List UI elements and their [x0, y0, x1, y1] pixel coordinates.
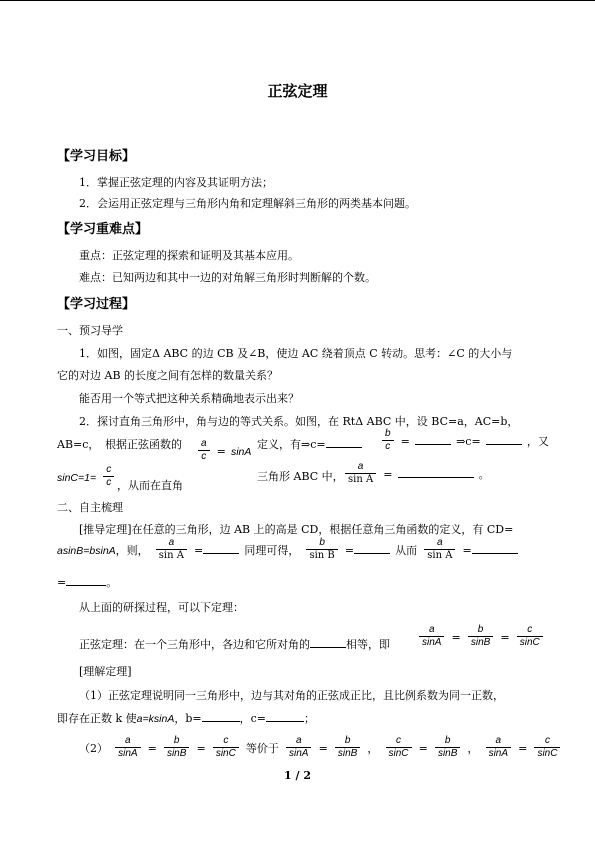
preview-thus: ，从而在直角 — [117, 479, 183, 492]
section-heading-keys: 【学习重难点】 — [57, 222, 149, 237]
derive-line3: = 。 — [57, 576, 118, 589]
fraction-a-over-sinA: $\frac{a}{\text{sin A}}$ = 。 — [343, 461, 490, 486]
top-rule — [0, 0, 595, 1]
goal-item: 2．会运用正弦定理与三角形内角和定理解斜三角形的两类基本问题。 — [79, 197, 416, 210]
goal-item: 1．掌握正弦定理的内容及其证明方法； — [79, 176, 273, 189]
derive-line1: [推导定理]在任意的三角形，边 AB 上的高是 CD，根据任意角三角函数的定义，有 CD= — [79, 523, 514, 536]
preview-heading: 一、预习导学 — [57, 324, 123, 337]
key-focus: 重点：正弦定理的探索和证明及其基本应用。 — [79, 249, 299, 262]
preview-root: 根据正弦函数的 — [105, 438, 182, 451]
review-heading: 二、自主梳理 — [57, 501, 123, 514]
preview-p1-line2: 它的对边 AB 的长度之间有怎样的数量关系？ — [57, 369, 279, 382]
page-number: 1 / 2 — [284, 769, 311, 782]
page-title: 正弦定理 — [267, 82, 328, 100]
sine-law-formula: $\frac{a}{\sin A}$ = $\frac{b}{\sin B}$ = $\frac{c}{\sin C}$ — [417, 624, 545, 649]
understand-1-line1: （1）正弦定理说明同一三角形中，边与其对角的正弦成正比，且比例系数为同一正数， — [79, 689, 504, 702]
section-heading-process: 【学习过程】 — [57, 297, 136, 312]
preview-def: 定义，有⇒c= — [257, 437, 362, 453]
key-difficulty: 难点：已知两边和其中一边的对角解三角形时判断解的个数。 — [79, 271, 376, 284]
understand-1-line2: 即存在正数 k 使a=ksinA，b= ，c= ； — [57, 712, 315, 725]
fraction-b-over-c: $\frac{b}{c}$ = ⇒c= ，又 — [380, 428, 549, 453]
understand-heading: [理解定理] — [79, 665, 132, 678]
theorem-statement: 正弦定理：在一个三角形中，各边和它所对角的 相等，即 — [79, 638, 390, 651]
sinC-identity: sinC=1= $\frac{c}{c}$ — [57, 464, 116, 489]
derive-line2: asinB=bsinA，则， $\frac{a}{\text{sin A}}$ = 同理可得， $\frac{b}{\text{sin B}}$ = 从而 $\frac{a}{\text{sin A}}$ = — [57, 537, 518, 562]
preview-p1-line1: 1．如图，固定Δ ABC 的边 CB 及∠B，使边 AC 绕着顶点 C 转动。思考：∠C 的大小与 — [79, 347, 513, 360]
preview-tri: 三角形 ABC 中， — [257, 470, 344, 483]
preview-p1-line3: 能否用一个等式把这种关系精确地表示出来？ — [79, 392, 299, 405]
preview-p2-line1: 2．探讨直角三角形中，角与边的等式关系。如图，在 RtΔ ABC 中，设 BC=a，AC=b， — [79, 415, 519, 428]
section-heading-goals: 【学习目标】 — [57, 149, 136, 164]
understand-2: （2） $\frac{a}{\sin A}$ = $\frac{b}{\sin B}$ = $\frac{c}{\sin C}$ 等价于 $\frac{a}{\sin A}$ = $\frac{b}{\sin B}$ ， $\frac{c}{\sin C}$ = $\frac{b}{\sin B}$ ， $\frac{a}{\sin A}$ = $\frac{c}{\sin C}$ — [79, 735, 562, 760]
preview-ab: AB=c， — [57, 438, 100, 451]
review-obtain: 从上面的研探过程，可以下定理： — [79, 601, 244, 614]
fraction-a-over-c: $\frac{a}{c}$ = sinA — [196, 438, 251, 463]
